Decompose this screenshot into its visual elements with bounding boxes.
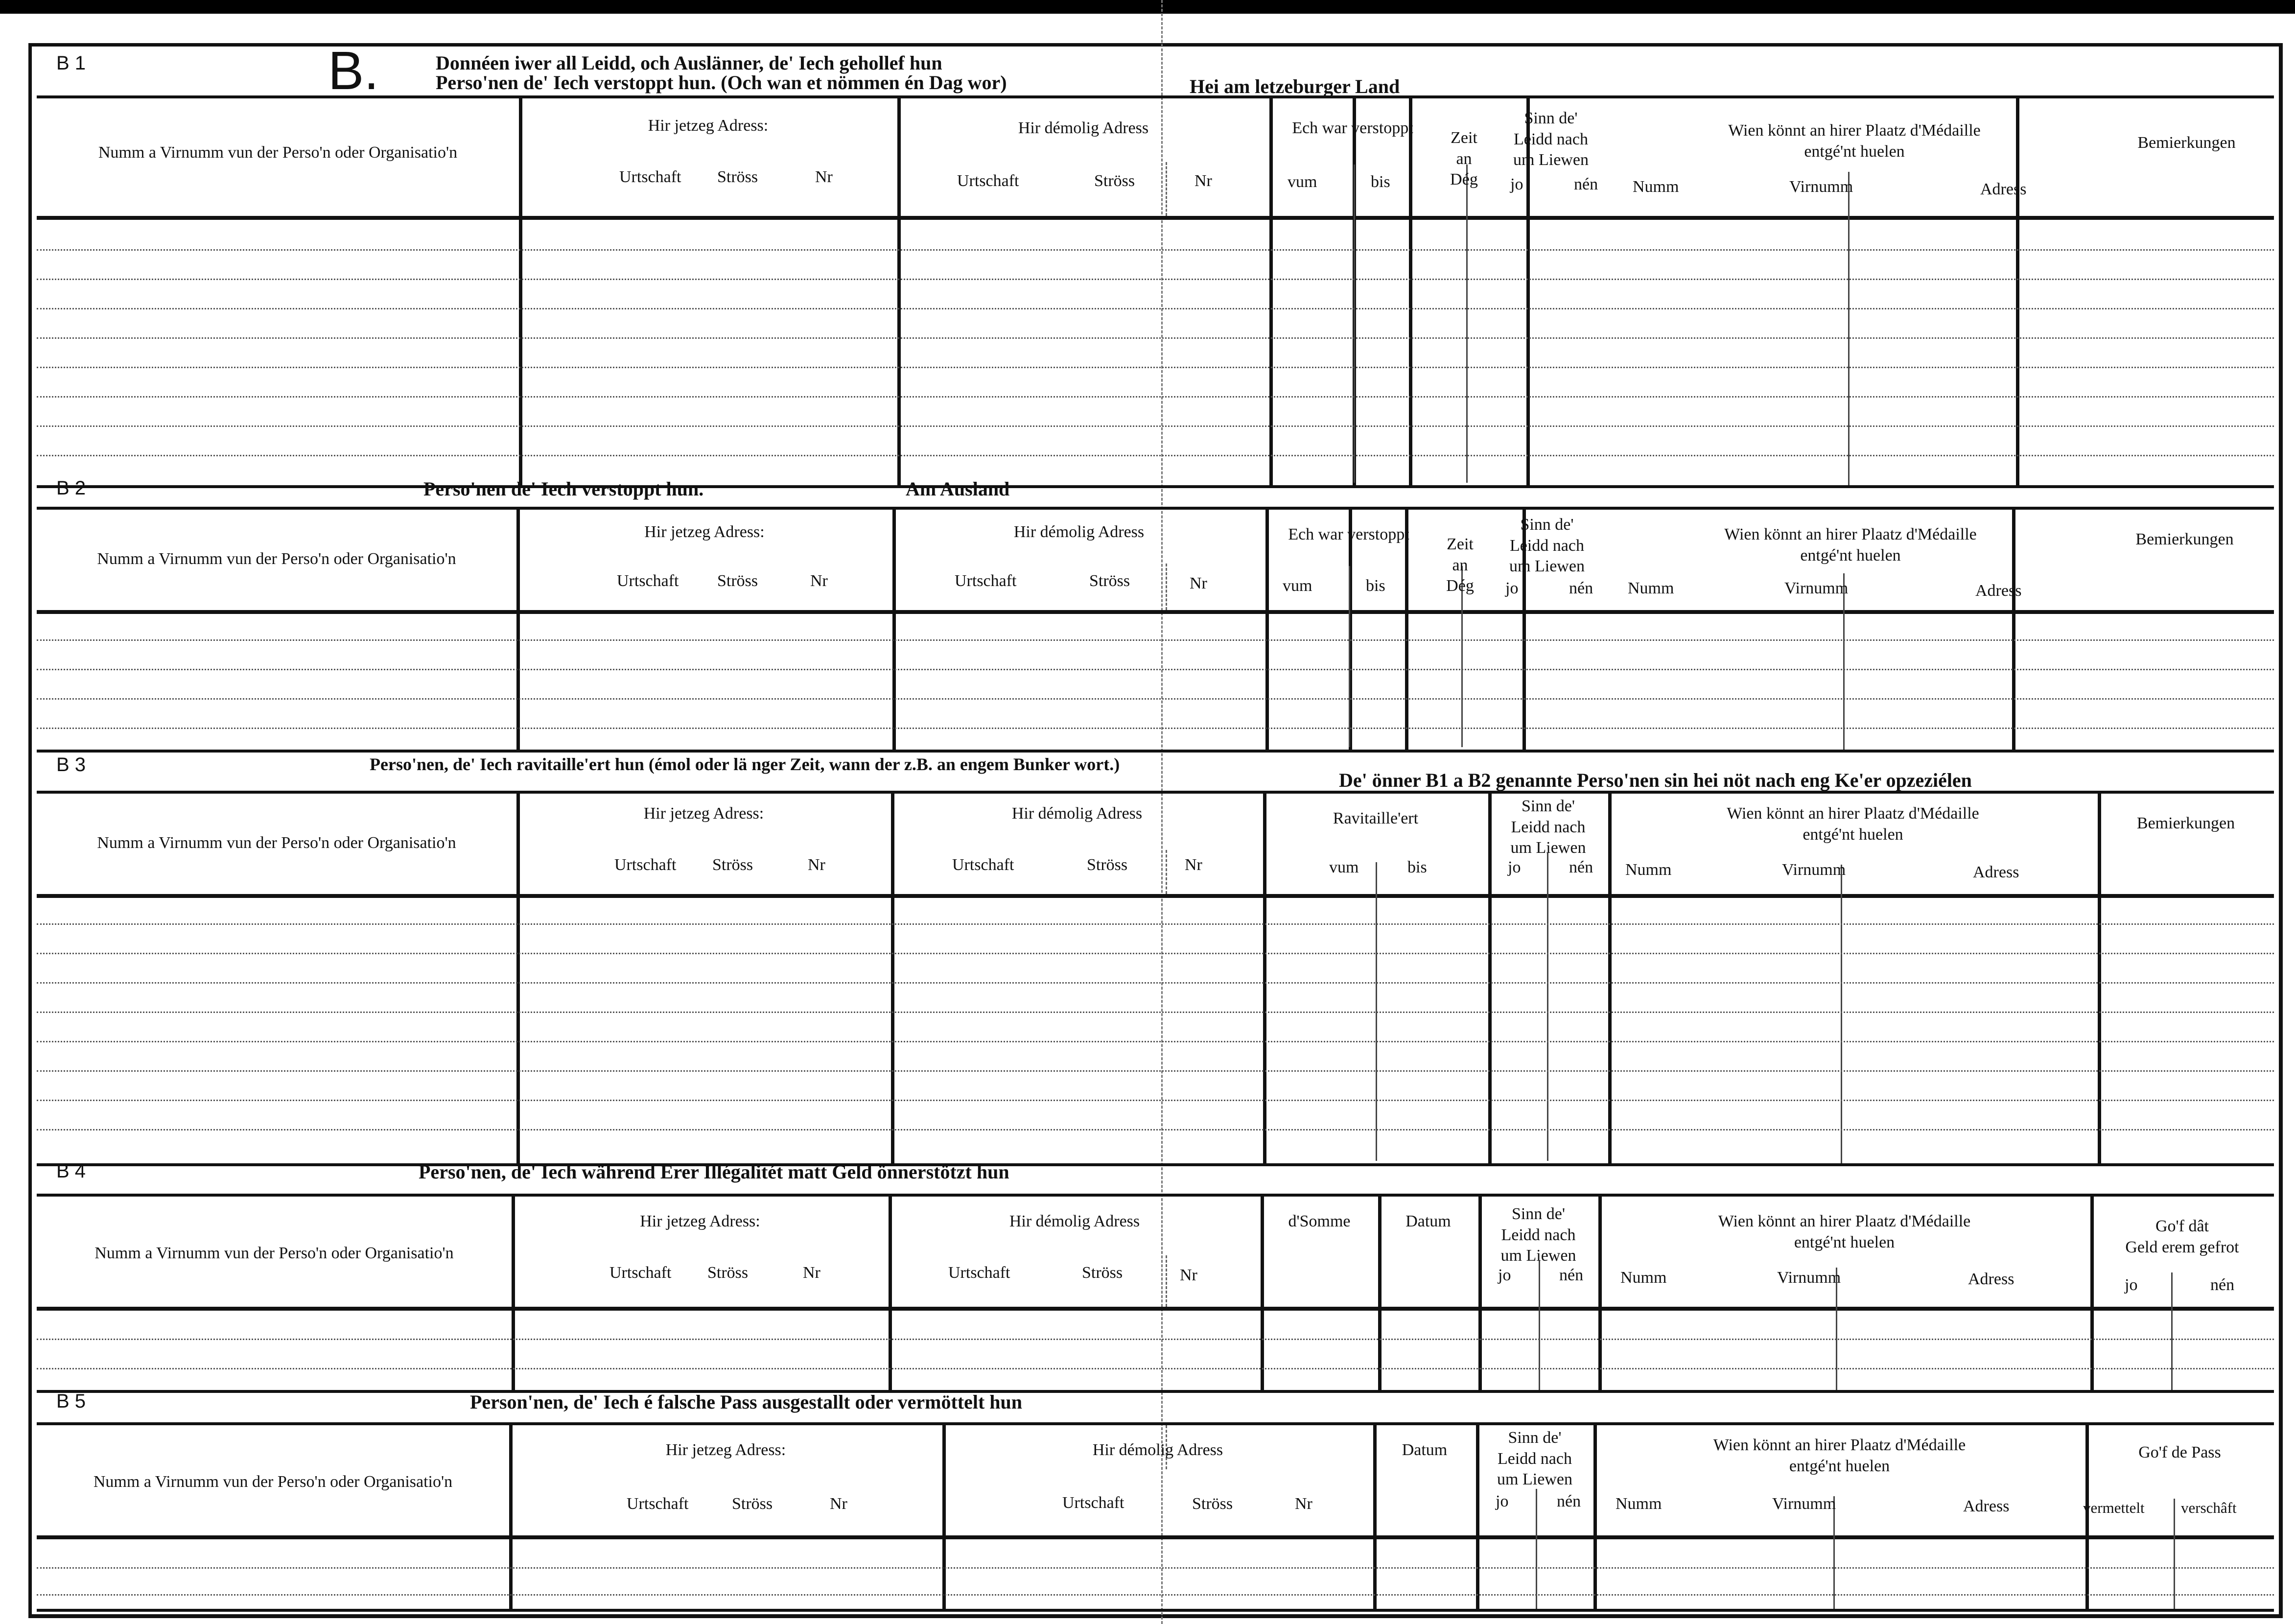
- section-code: B 1: [56, 52, 86, 74]
- table-b4: [37, 1194, 2274, 1393]
- header-number: Nr: [810, 572, 828, 590]
- section-subtitle: De' önner B1 a B2 genannte Perso'nen sin hei nöt nach eng Ke'er opzeziélen: [1339, 769, 1972, 791]
- header-locality: Urtschaft: [617, 572, 679, 590]
- header-alive: Sinn de' Leidd nach um Liewen: [1513, 109, 1589, 169]
- header-number: Nr: [1185, 856, 1202, 874]
- header-locality: Urtschaft: [609, 1264, 672, 1282]
- header-yes: jo: [1510, 175, 1523, 193]
- header-former-address: Hir démolig Adress: [1009, 1212, 1140, 1230]
- header-number: Nr: [815, 168, 833, 186]
- header-surname: Numm: [1633, 178, 1679, 196]
- header-locality: Urtschaft: [957, 172, 1019, 190]
- section-b5: [37, 1386, 2274, 1608]
- header-hidden: Ech war verstoppt: [1292, 119, 1413, 137]
- header-no: nén: [1574, 175, 1598, 193]
- header-number: Nr: [1180, 1266, 1197, 1284]
- header-current-address: Hir jetzeg Adress:: [640, 1212, 760, 1230]
- header-name: Numm a Virnumm vun der Perso'n oder Organisatio'n: [94, 1244, 454, 1262]
- header-name: Numm a Virnumm vun der Perso'n oder Organisatio'n: [93, 1473, 453, 1491]
- header-number: Nr: [808, 856, 825, 874]
- header-firstname: Virnumm: [1784, 579, 1849, 597]
- header-alive: Sinn de' Leidd nach um Liewen: [1509, 516, 1585, 575]
- header-date: Datum: [1402, 1441, 1448, 1459]
- header-locality: Urtschaft: [948, 1264, 1010, 1282]
- header-pass-given: Go'f de Pass: [2138, 1443, 2221, 1461]
- header-name: Numm a Virnumm vun der Perso'n oder Organisatio'n: [97, 550, 456, 568]
- header-remarks: Bemierkungen: [2136, 814, 2235, 832]
- header-firstname: Virnumm: [1772, 1495, 1836, 1513]
- header-address: Adress: [1968, 1270, 2014, 1288]
- header-yes: jo: [1496, 1492, 1509, 1510]
- header-medal: Wien könnt an hirer Plaatz d'Médaille entgé'nt huelen: [1724, 525, 1977, 565]
- header-address: Adress: [1980, 180, 2027, 198]
- header-locality: Urtschaft: [614, 856, 677, 874]
- header-time-days: Zeit an Dég: [1450, 129, 1478, 188]
- section-title: Perso'nen, de' Iech ravitaille'ert hun (émol oder lä nger Zeit, wann der z.B. an engem Bunker wort.): [370, 754, 1120, 774]
- header-name: Numm a Virnumm vun der Perso'n oder Organisatio'n: [98, 143, 458, 162]
- section-title: Perso'nen, de' Iech während Erer Illégalitét matt Geld önnerstötzt hun: [419, 1161, 1009, 1183]
- header-yes: jo: [1508, 858, 1521, 876]
- header-no: nén: [1559, 1266, 1584, 1284]
- header-surname: Numm: [1620, 1269, 1667, 1287]
- header-number: Nr: [1295, 1495, 1312, 1513]
- header-former-address: Hir démolig Adress: [1018, 119, 1149, 137]
- header-medal: Wien könnt an hirer Plaatz d'Médaille entgé'nt huelen: [1727, 804, 1979, 844]
- header-surname: Numm: [1625, 861, 1672, 879]
- section-title: Perso'nen de' Iech verstoppt hun.: [423, 478, 704, 500]
- section-b3: [37, 749, 2274, 1163]
- header-firstname: Virnumm: [1789, 178, 1853, 196]
- header-locality: Urtschaft: [1062, 1494, 1124, 1512]
- section-code: B 5: [56, 1390, 86, 1412]
- header-current-address: Hir jetzeg Adress:: [644, 523, 765, 541]
- table-b1: [37, 95, 2274, 488]
- header-current-address: Hir jetzeg Adress:: [665, 1441, 786, 1459]
- header-no: nén: [1569, 858, 1593, 876]
- header-locality: Urtschaft: [627, 1495, 689, 1513]
- header-firstname: Virnumm: [1782, 861, 1846, 879]
- header-street: Ströss: [717, 168, 758, 186]
- header-yes: jo: [2125, 1276, 2138, 1294]
- header-from: vum: [1329, 858, 1359, 876]
- header-address: Adress: [1963, 1497, 2010, 1515]
- header-current-address: Hir jetzeg Adress:: [643, 804, 764, 823]
- header-street: Ströss: [732, 1495, 773, 1513]
- header-medal: Wien könnt an hirer Plaatz d'Médaille entgé'nt huelen: [1728, 121, 1981, 161]
- table-b3: [37, 791, 2274, 1166]
- header-street: Ströss: [1082, 1264, 1123, 1282]
- section-b4: [37, 1155, 2274, 1390]
- header-former-address: Hir démolig Adress: [1092, 1441, 1223, 1459]
- header-alive: Sinn de' Leidd nach um Liewen: [1497, 1429, 1572, 1488]
- header-number: Nr: [1194, 172, 1212, 190]
- header-no: nén: [2210, 1276, 2235, 1294]
- header-locality: Urtschaft: [955, 572, 1017, 590]
- intro-line-2: Perso'nen de' Iech verstoppt hun. (Och wan et nömmen én Dag wor): [436, 71, 1007, 94]
- header-street: Ströss: [1094, 172, 1135, 190]
- header-number: Nr: [830, 1495, 847, 1513]
- header-surname: Numm: [1616, 1495, 1662, 1513]
- header-locality: Urtschaft: [619, 168, 681, 186]
- header-arranged: vermettelt: [2083, 1499, 2145, 1516]
- header-remarks: Bemierkungen: [2135, 530, 2234, 548]
- header-obtained: verschâft: [2181, 1499, 2237, 1516]
- header-street: Ströss: [707, 1264, 749, 1282]
- intro-line-1: Donnéen iwer all Leidd, och Auslänner, de' Iech gehollef hun: [436, 52, 942, 74]
- header-former-address: Hir démolig Adress: [1011, 804, 1143, 823]
- header-money-given: Go'f dât Geld erem gefrot: [2125, 1217, 2239, 1256]
- header-firstname: Virnumm: [1777, 1269, 1841, 1287]
- section-b2: [37, 472, 2274, 754]
- header-former-address: Hir démolig Adress: [1013, 523, 1145, 541]
- header-to: bis: [1407, 858, 1427, 876]
- header-alive: Sinn de' Leidd nach um Liewen: [1500, 1205, 1576, 1265]
- section-code: B 3: [56, 754, 86, 776]
- header-locality: Urtschaft: [952, 856, 1014, 874]
- header-supplied: Ravitaille'ert: [1333, 809, 1419, 827]
- header-street: Ströss: [1192, 1495, 1233, 1513]
- table-b2: [37, 507, 2274, 753]
- scan-top-edge: [0, 0, 2295, 14]
- header-street: Ströss: [712, 856, 753, 874]
- header-hidden: Ech war verstoppt: [1288, 525, 1409, 543]
- header-sum: d'Somme: [1288, 1212, 1351, 1230]
- header-street: Ströss: [717, 572, 758, 590]
- header-remarks: Bemierkungen: [2137, 134, 2236, 152]
- section-letter: B.: [328, 41, 379, 101]
- section-code: B 2: [56, 477, 86, 499]
- section-title: Person'nen, de' Iech é falsche Pass ausgestallt oder vermöttelt hun: [470, 1391, 1023, 1413]
- header-current-address: Hir jetzeg Adress:: [648, 117, 769, 135]
- header-name: Numm a Virnumm vun der Perso'n oder Organisatio'n: [97, 834, 456, 852]
- header-no: nén: [1569, 579, 1593, 597]
- table-b5: [37, 1422, 2274, 1612]
- header-address: Adress: [1975, 582, 2022, 600]
- section-subtitle: Am Ausland: [906, 478, 1010, 500]
- section-code: B 4: [56, 1160, 86, 1182]
- header-from: vum: [1283, 577, 1312, 595]
- header-medal: Wien könnt an hirer Plaatz d'Médaille entgé'nt huelen: [1718, 1212, 1971, 1251]
- header-from: vum: [1288, 173, 1317, 191]
- header-time-days: Zeit an Dég: [1446, 535, 1474, 595]
- header-to: bis: [1371, 173, 1390, 191]
- header-no: nén: [1557, 1492, 1581, 1510]
- header-yes: jo: [1505, 579, 1519, 597]
- header-street: Ströss: [1087, 856, 1128, 874]
- intro-right: Hei am letzeburger Land: [1190, 75, 1400, 97]
- header-alive: Sinn de' Leidd nach um Liewen: [1510, 797, 1586, 857]
- header-number: Nr: [803, 1264, 820, 1282]
- header-surname: Numm: [1628, 579, 1674, 597]
- header-street: Ströss: [1089, 572, 1130, 590]
- header-number: Nr: [1190, 574, 1207, 592]
- header-address: Adress: [1973, 863, 2019, 881]
- header-yes: jo: [1498, 1266, 1511, 1284]
- header-medal: Wien könnt an hirer Plaatz d'Médaille entgé'nt huelen: [1713, 1436, 1966, 1475]
- header-date: Datum: [1405, 1212, 1451, 1230]
- header-to: bis: [1366, 577, 1385, 595]
- section-b1: [37, 41, 2274, 487]
